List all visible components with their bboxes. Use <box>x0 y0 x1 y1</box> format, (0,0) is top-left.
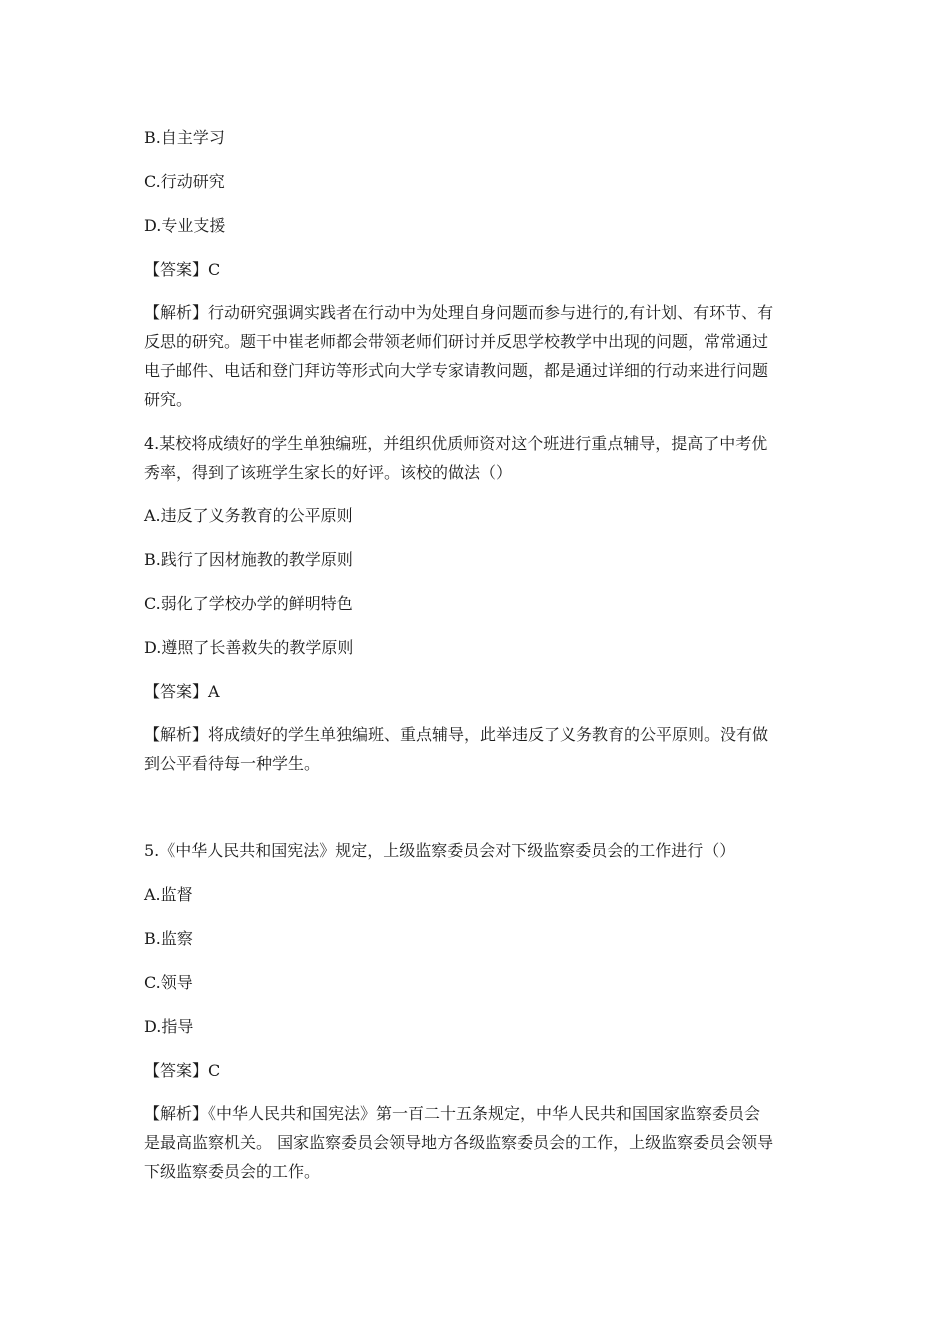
q4-answer: 【答案】A <box>144 682 220 701</box>
q5-option-d: D.指导 <box>144 1017 194 1036</box>
q4-stem-line: 4.某校将成绩好的学生单独编班，并组织优质师资对这个班进行重点辅导，提高了中考优 <box>144 434 768 453</box>
q3-option-d: D.专业支援 <box>144 216 226 235</box>
q3-analysis-line: 研究。 <box>144 390 193 409</box>
q5-analysis-line: 下级监察委员会的工作。 <box>144 1162 321 1181</box>
q5-option-b: B.监察 <box>144 929 193 948</box>
q3-analysis-line: 电子邮件、电话和登门拜访等形式向大学专家请教问题，都是通过详细的行动来进行问题 <box>144 361 769 380</box>
q5-option-c: C.领导 <box>144 973 193 992</box>
q4-stem <box>144 429 810 487</box>
q5-option-a: A.监督 <box>144 885 193 904</box>
q3-option-c: C.行动研究 <box>144 172 225 191</box>
q5-answer: 【答案】C <box>144 1061 221 1080</box>
q5-stem: 5.《中华人民共和国宪法》规定，上级监察委员会对下级监察委员会的工作进行（） <box>144 841 736 860</box>
q5-analysis-line: 【解析】《中华人民共和国宪法》第一百二十五条规定，中华人民共和国国家监察委员会 <box>144 1104 761 1123</box>
q4-analysis-line: 【解析】将成绩好的学生单独编班、重点辅导，此举违反了义务教育的公平原则。没有做 <box>144 725 769 744</box>
q4-analysis <box>144 720 810 778</box>
q5-analysis-line: 是最高监察机关。 国家监察委员会领导地方各级监察委员会的工作，上级监察委员会领导 <box>144 1133 774 1152</box>
q4-option-a: A.违反了义务教育的公平原则 <box>144 506 353 525</box>
q4-option-d: D.遵照了长善救失的教学原则 <box>144 638 354 657</box>
q4-analysis-line: 到公平看待每一种学生。 <box>144 754 321 773</box>
q4-option-b: B.践行了因材施教的教学原则 <box>144 550 353 569</box>
q3-answer: 【答案】C <box>144 260 221 279</box>
q3-analysis-line: 【解析】行动研究强调实践者在行动中为处理自身问题而参与进行的,有计划、有环节、有 <box>144 303 774 322</box>
q5-analysis <box>144 1099 810 1186</box>
q3-option-b: B.自主学习 <box>144 128 225 147</box>
q4-stem-line: 秀率，得到了该班学生家长的好评。该校的做法（） <box>144 463 513 482</box>
q4-option-c: C.弱化了学校办学的鲜明特色 <box>144 594 353 613</box>
q3-analysis <box>144 298 810 414</box>
q3-analysis-line: 反思的研究。题干中崔老师都会带领老师们研讨并反思学校教学中出现的问题，常常通过 <box>144 332 769 351</box>
